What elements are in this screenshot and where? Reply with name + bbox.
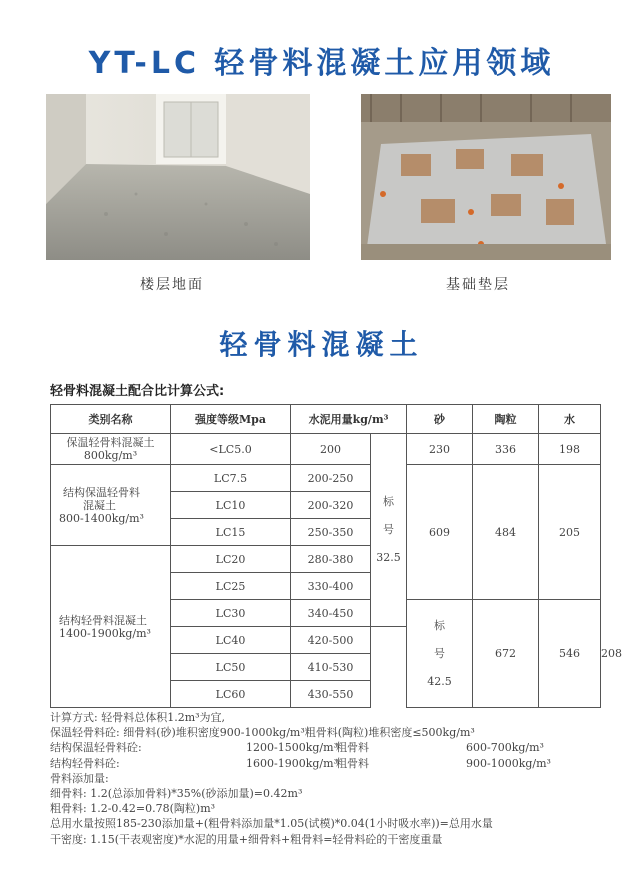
cement-cell: 200-320: [291, 492, 371, 519]
note-line: 粗骨料: 1.2-0.42=0.78(陶粒)m³: [50, 802, 216, 816]
note-line: 结构保温轻骨料砼: 1200-1500kg/m³粗骨料 600-700kg/m³: [50, 741, 544, 755]
grade-cell: LC50: [171, 654, 291, 681]
grade-cell: LC25: [171, 573, 291, 600]
ceramsite-cell: 546: [539, 600, 601, 708]
water-cell: 205: [539, 465, 601, 600]
grade-cell: LC30: [171, 600, 291, 627]
cement-cell: 330-400: [291, 573, 371, 600]
sand-cell: 609: [407, 465, 473, 600]
cement-mark-b: 标 号 42.5: [407, 600, 473, 708]
note-line: 细骨料: 1.2(总添加骨料)*35%(砂添加量)=0.42m³: [50, 787, 303, 801]
note-line: 计算方式: 轻骨料总体积1.2m³为宜,: [50, 711, 226, 724]
note-line: 骨料添加量:: [50, 771, 109, 785]
table-row: [51, 434, 601, 465]
cement-cell: 200: [291, 434, 371, 465]
table-header-row: [51, 405, 601, 434]
grade-cell: LC7.5: [171, 465, 291, 492]
section-title: 轻骨料混凝土: [219, 328, 424, 361]
header-cement: 水泥用量kg/m³: [291, 405, 407, 434]
mix-ratio-table: [50, 404, 623, 708]
cement-mark-a: 标 号 32.5: [371, 434, 407, 627]
foundation-caption: 基础垫层: [446, 277, 510, 293]
cement-cell: 250-350: [291, 519, 371, 546]
grade-cell: LC60: [171, 681, 291, 708]
note-line: 结构轻骨料砼: 1600-1900kg/m³粗骨料 900-1000kg/m³: [50, 756, 551, 770]
category-cell: 保温轻骨料混凝土800kg/m³: [51, 434, 171, 465]
formula-heading: 轻骨料混凝土配合比计算公式:: [50, 384, 225, 399]
cement-cell: 200-250: [291, 465, 371, 492]
floor-photo: [46, 94, 310, 260]
grade-cell: LC40: [171, 627, 291, 654]
grade-cell: LC15: [171, 519, 291, 546]
table-row: [51, 465, 601, 492]
category-cell: 结构轻骨料混凝土 1400-1900kg/m³: [51, 546, 171, 708]
ceramsite-cell: 484: [473, 465, 539, 600]
header-water: 水: [539, 405, 601, 434]
foundation-photo: [361, 94, 611, 260]
sand-cell: 672: [473, 600, 539, 708]
floor-caption: 楼层地面: [140, 277, 204, 293]
header-grade: 强度等级Mpa: [171, 405, 291, 434]
header-ceramsite: 陶粒: [473, 405, 539, 434]
grade-cell: <LC5.0: [171, 434, 291, 465]
ceramsite-cell: 336: [473, 434, 539, 465]
sand-cell: 230: [407, 434, 473, 465]
table-row: LC30 340-450 标 号 42.5 672 546 208: [51, 600, 601, 627]
header-category: 类别名称: [51, 405, 171, 434]
cement-cell: 420-500: [291, 627, 371, 654]
grade-cell: LC10: [171, 492, 291, 519]
category-cell: 结构保温轻骨料 混凝土 800-1400kg/m³: [51, 465, 171, 546]
cement-cell: 340-450: [291, 600, 371, 627]
grade-cell: LC20: [171, 546, 291, 573]
calculation-notes: [50, 710, 610, 847]
cement-cell: 280-380: [291, 546, 371, 573]
note-line: 干密度: 1.15(干表观密度)*水泥的用量+细骨料+粗骨料=轻骨料砼的干密度重量: [50, 832, 443, 846]
cement-cell: 430-550: [291, 681, 371, 708]
cement-cell: 410-530: [291, 654, 371, 681]
header-sand: 砂: [407, 405, 473, 434]
note-line: 保温轻骨料砼: 细骨料(砂)堆积密度900-1000kg/m³粗骨料(陶粒)堆积密度≤500kg/m³: [50, 726, 475, 740]
page-title: YT-LC 轻骨料混凝土应用领域: [88, 46, 555, 81]
water-cell: 198: [539, 434, 601, 465]
note-line: 总用水量按照185-230添加量+(粗骨料添加量*1.05(试模)*0.04(1小时吸水率))=总用水量: [50, 817, 493, 831]
